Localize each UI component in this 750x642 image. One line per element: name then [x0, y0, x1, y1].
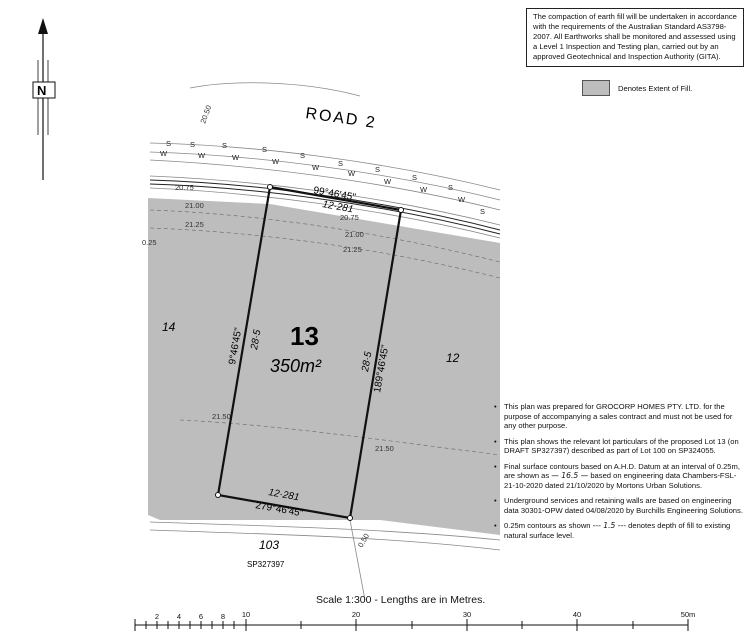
- water-marker: W: [348, 169, 356, 178]
- scale-tick-label: 8: [220, 612, 226, 621]
- sewer-marker: S: [448, 183, 454, 192]
- contour-label: 20.75: [340, 213, 359, 222]
- contour-label: 20.50: [198, 103, 214, 125]
- sewer-marker: S: [262, 145, 268, 154]
- note-text: based on engineering data Chambers-FSL-21-10-2020 dated 21/10/2020 by Mortons Urban Solutions.: [504, 471, 737, 490]
- bearing-left: 9°46'45": [227, 326, 245, 366]
- contour-label: 0.25: [142, 238, 157, 247]
- bearing-bottom: 279°46'45": [254, 500, 305, 520]
- scale-tick-label: 2: [154, 612, 160, 621]
- length-right: 28·5: [360, 350, 375, 373]
- water-marker: W: [384, 177, 392, 186]
- note-text: 0.25m contours as shown: [504, 521, 593, 530]
- plan-reference: SP327397: [247, 560, 285, 569]
- scale-tick-label: 10: [241, 610, 251, 619]
- note-item: [494, 402, 744, 431]
- note-text: This plan shows the relevant lot particulars of the proposed Lot 13 (on DRAFT SP327397) described as part of Lot 100 on SP324055.: [504, 436, 739, 455]
- scale-tick-label: 30: [462, 610, 472, 619]
- note-text: denotes depth of fill to existing natural surface level.: [504, 521, 731, 540]
- water-marker: W: [458, 195, 466, 204]
- note-item: [494, 521, 744, 540]
- scale-tick-label: 40: [572, 610, 582, 619]
- compaction-note-text: The compaction of earth fill will be undertaken in accordance with the requirements of the Australian Standard AS3798-2007. All Earthworks shall be monitored and assessed using a Level 1 Inspection and Testing plan, carried out by an approved Geotechnical and Inspection Authority (GITA).: [533, 12, 737, 61]
- contour-label: 20.75: [175, 183, 194, 192]
- neighbour-lot-bottom: 103: [259, 538, 280, 552]
- corner-marker: [216, 493, 221, 498]
- sewer-marker: S: [480, 207, 486, 216]
- fill-legend: [582, 80, 692, 96]
- north-label: N: [37, 83, 47, 98]
- sewer-marker: S: [338, 159, 344, 168]
- corner-marker: [399, 208, 404, 213]
- fill-legend-swatch: [582, 80, 610, 96]
- contour-sample: --- 1.5 ---: [592, 521, 627, 530]
- contour-label: 21.25: [343, 245, 362, 254]
- fill-extent-area: [148, 198, 500, 535]
- plan-notes: [494, 402, 744, 546]
- note-item: [494, 437, 744, 456]
- neighbour-lot-left: 14: [162, 320, 176, 334]
- water-marker: W: [198, 151, 206, 160]
- scale-title: Scale 1:300 - Lengths are in Metres.: [316, 594, 486, 606]
- note-text: Underground services and retaining walls are based on engineering data 30301-OPW dated 04/08/2020 by Burchills Engineering Solutions.: [504, 496, 743, 515]
- north-arrow-icon: [33, 18, 55, 180]
- bearing-top: 99°46'45": [312, 185, 357, 204]
- lot-area: 350m²: [270, 356, 322, 376]
- contour-label: 21.50: [375, 444, 394, 453]
- length-top: 12·281: [321, 199, 355, 216]
- water-marker: W: [312, 163, 320, 172]
- contour-label: 21.25: [185, 220, 204, 229]
- contour-label: 0.50: [355, 531, 372, 549]
- bearing-right: 189°46'45": [372, 343, 392, 394]
- scale-tick-label: 20: [351, 610, 361, 619]
- length-bottom: 12·281: [267, 487, 301, 504]
- contour-sample: — 16.5 —: [551, 471, 589, 480]
- scale-tick-labels: [155, 610, 695, 621]
- south-road-edges: [150, 520, 500, 600]
- note-item: [494, 462, 744, 491]
- corner-marker: [268, 185, 273, 190]
- neighbour-lot-right: 12: [446, 351, 460, 365]
- scale-tick-label: 4: [176, 612, 182, 621]
- scale-tick-label: 6: [198, 612, 204, 621]
- corner-marker: [348, 516, 353, 521]
- compaction-note-box: [526, 8, 744, 67]
- note-item: [494, 496, 744, 515]
- lot-number: 13: [290, 321, 319, 351]
- scale-bar: [135, 619, 688, 631]
- sewer-marker: S: [222, 141, 228, 150]
- fill-legend-label: Denotes Extent of Fill.: [618, 83, 693, 93]
- sewer-marker: S: [166, 139, 172, 148]
- sewer-marker: S: [375, 165, 381, 174]
- length-left: 28·5: [249, 328, 264, 351]
- note-text: Final surface contours based on A.H.D. Datum at an interval of 0.25m, are shown as: [504, 461, 740, 480]
- sewer-marker: S: [412, 173, 418, 182]
- water-marker: W: [420, 185, 428, 194]
- sewer-marker: S: [190, 140, 196, 149]
- contour-label: 21.50: [212, 412, 231, 421]
- contour-label: 21.00: [345, 230, 364, 239]
- sewer-marker: S: [300, 151, 306, 160]
- contour-label: 21.00: [185, 201, 204, 210]
- water-marker: W: [272, 157, 280, 166]
- water-marker: W: [160, 149, 168, 158]
- road-label: ROAD 2: [304, 105, 378, 132]
- water-marker: W: [232, 153, 240, 162]
- scale-tick-label: 50m: [680, 610, 696, 619]
- note-text: This plan was prepared for GROCORP HOMES PTY. LTD. for the purpose of accompanying a sales contract and must not be used for any other purpose.: [504, 402, 733, 430]
